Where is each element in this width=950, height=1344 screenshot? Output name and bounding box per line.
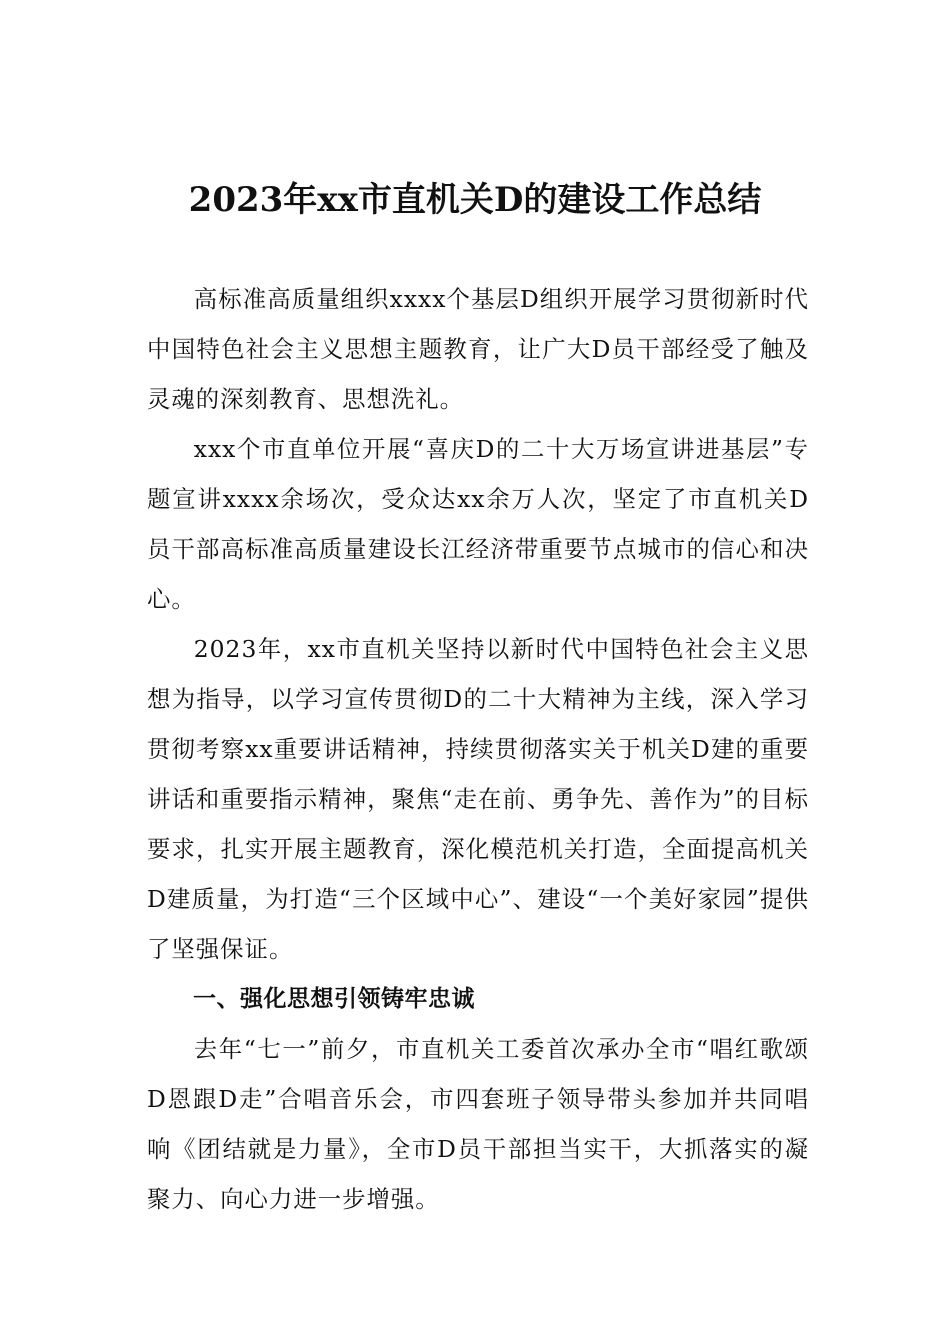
paragraph-3: 2023年，xx市直机关坚持以新时代中国特色社会主义思想为指导，以学习宣传贯彻D的二十大精神为主线，深入学习贯彻考察xx重要讲话精神，持续贯彻落实关于机关D建的重要讲话和重要指示精神，聚焦“走在前、勇争先、善作为”的目标要求，扎实开展主题教育，深化模范机关打造，全面提高机关D建质量，为打造“三个区域中心”、建设“一个美好家园”提供了坚强保证。 bbox=[147, 635, 809, 963]
section-paragraph-1: 去年“七一”前夕，市直机关工委首次承办全市“唱红歌颂D恩跟D走”合唱音乐会，市四套班子领导带头参加并共同唱响《团结就是力量》，全市D员干部担当实干，大抓落实的凝聚力、向心力进一步增强。 bbox=[147, 1035, 809, 1213]
paragraph-1: 高标准高质量组织xxxx个基层D组织开展学习贯彻新时代中国特色社会主义思想主题教育，让广大D员干部经受了触及灵魂的深刻教育、思想洗礼。 bbox=[147, 285, 809, 413]
document-title: 2023年xx市直机关D的建设工作总结 bbox=[188, 180, 762, 220]
paragraph-2: xxx个市直单位开展“喜庆D的二十大万场宣讲进基层”专题宣讲xxxx余场次，受众达xx余万人次，坚定了市直机关D员干部高标准高质量建设长江经济带重要节点城市的信心和决心。 bbox=[147, 435, 809, 613]
document-body bbox=[147, 274, 809, 1224]
section-heading: 一、强化思想引领铸牢忠诚 bbox=[193, 986, 475, 1012]
